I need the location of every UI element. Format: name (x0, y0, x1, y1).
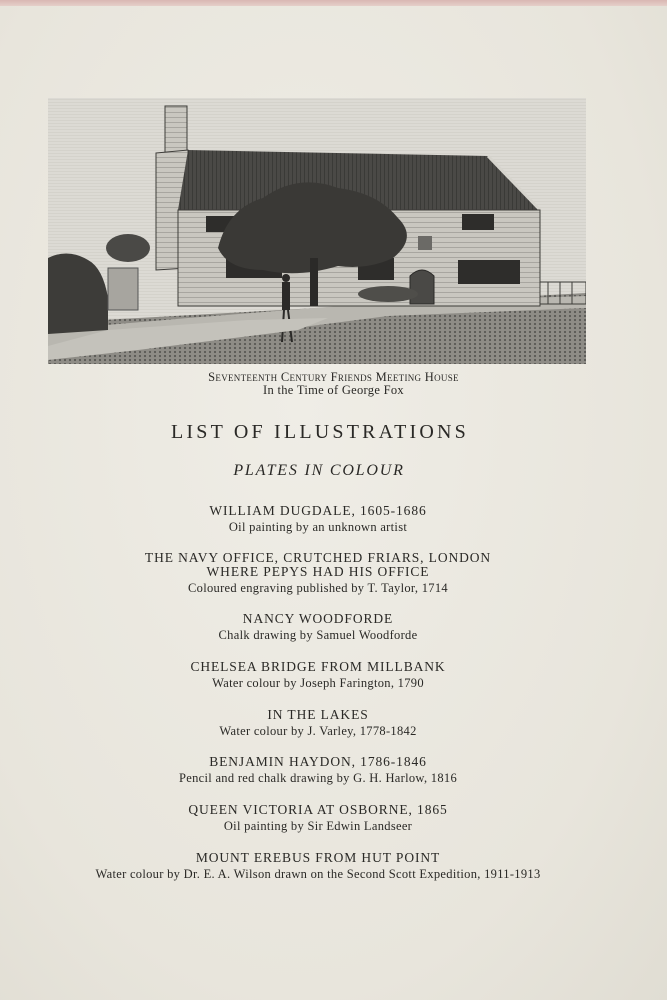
plate-title-line2: WHERE PEPYS HAD HIS OFFICE (206, 564, 430, 579)
plate-title: MOUNT EREBUS FROM HUT POINT (195, 850, 441, 865)
frontispiece-caption-line1: Seventeenth Century Friends Meeting House (208, 370, 459, 384)
list-of-illustrations-heading: LIST OF ILLUSTRATIONS (171, 421, 469, 443)
plate-description: Oil painting by Sir Edwin Landseer (223, 819, 413, 833)
plate-title: NANCY WOODFORDE (242, 611, 394, 626)
plate-title: THE NAVY OFFICE, CRUTCHED FRIARS, LONDON (144, 550, 492, 565)
frontispiece-engraving (48, 98, 586, 364)
book-page (0, 6, 667, 1000)
plate-description: Oil painting by an unknown artist (228, 520, 408, 534)
plate-description: Water colour by Joseph Farington, 1790 (212, 676, 424, 690)
plate-title: QUEEN VICTORIA AT OSBORNE, 1865 (188, 802, 448, 817)
plate-description: Chalk drawing by Samuel Woodforde (218, 628, 418, 642)
plate-title: BENJAMIN HAYDON, 1786-1846 (209, 754, 427, 769)
frontispiece-caption-line2: In the Time of George Fox (263, 383, 404, 397)
plate-description: Water colour by J. Varley, 1778-1842 (219, 724, 417, 738)
plate-title: IN THE LAKES (267, 707, 369, 722)
plate-description: Pencil and red chalk drawing by G. H. Harlow, 1816 (178, 771, 457, 785)
plate-description: Water colour by Dr. E. A. Wilson drawn on the Second Scott Expedition, 1911-1913 (95, 867, 541, 881)
plate-title: WILLIAM DUGDALE, 1605-1686 (209, 503, 427, 518)
plate-title: CHELSEA BRIDGE FROM MILLBANK (190, 659, 446, 674)
plate-description: Coloured engraving published by T. Taylor, 1714 (188, 581, 448, 595)
plates-in-colour-heading: PLATES IN COLOUR (233, 462, 405, 479)
